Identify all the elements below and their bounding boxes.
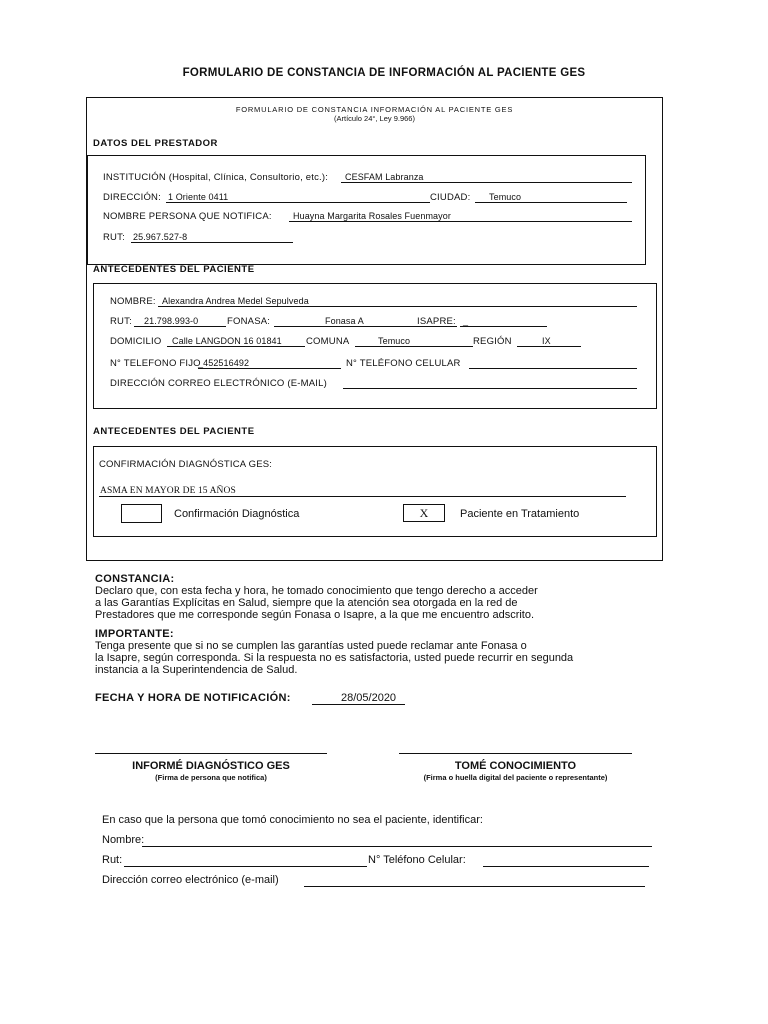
notificacion-value: 28/05/2020 — [341, 692, 397, 704]
comuna-value: Temuco — [378, 336, 411, 346]
comuna-label: COMUNA — [306, 336, 350, 347]
importante-line-3: instancia a la Superintendencia de Salud. — [95, 664, 298, 676]
tercero-rut-label: Rut: — [102, 854, 123, 866]
notifica-field[interactable] — [289, 221, 632, 222]
diagnostico-value: ASMA EN MAYOR DE 15 AÑOS — [100, 486, 236, 496]
region-field[interactable] — [517, 346, 581, 347]
tercero-nombre-field[interactable] — [142, 846, 652, 847]
direccion-label: DIRECCIÓN: — [103, 192, 161, 203]
importante-heading: IMPORTANTE: — [95, 628, 174, 640]
diagnostico-field[interactable] — [99, 496, 626, 497]
tercero-intro: En caso que la persona que tomó conocimiento no sea el paciente, identificar: — [102, 814, 483, 826]
domicilio-value: Calle LANGDON 16 01841 — [172, 336, 282, 346]
confirmacion-checkbox[interactable] — [121, 504, 162, 523]
isapre-label: ISAPRE: — [417, 316, 456, 327]
ciudad-field[interactable] — [475, 202, 627, 203]
domicilio-field[interactable] — [167, 346, 305, 347]
importante-line-2: la Isapre, según corresponda. Si la respuesta no es satisfactoria, usted puede recurrir en segunda — [95, 652, 574, 664]
ciudad-label: CIUDAD: — [430, 192, 471, 203]
institucion-label: INSTITUCIÓN (Hospital, Clínica, Consultorio, etc.): — [103, 172, 329, 183]
constancia-line-2: a las Garantías Explícitas en Salud, siempre que la atención sea otorgada en la red de — [95, 597, 518, 609]
nombre-field[interactable] — [158, 306, 637, 307]
firma-notifica-line[interactable] — [95, 753, 327, 754]
notificacion-label: FECHA Y HORA DE NOTIFICACIÓN: — [95, 692, 291, 704]
tercero-tel-field[interactable] — [483, 866, 649, 867]
firma-paciente-title: TOMÉ CONOCIMIENTO — [454, 760, 577, 772]
email-paciente-label: DIRECCIÓN CORREO ELECTRÓNICO (E-MAIL) — [110, 378, 327, 389]
firma-paciente-line[interactable] — [399, 753, 632, 754]
tratamiento-option-label: Paciente en Tratamiento — [460, 508, 580, 520]
fonasa-label: FONASA: — [227, 316, 271, 327]
confirmacion-option-label: Confirmación Diagnóstica — [174, 508, 300, 520]
notifica-value: Huayna Margarita Rosales Fuenmayor — [293, 211, 451, 221]
email-paciente-field[interactable] — [343, 388, 637, 389]
fonasa-value: Fonasa A — [325, 316, 364, 326]
direccion-field[interactable] — [166, 202, 430, 203]
tercero-rut-field[interactable] — [124, 866, 367, 867]
tel-fijo-value: _452516492 — [198, 358, 250, 368]
rut-prestador-label: RUT: — [103, 232, 125, 243]
tel-celular-label: N° TELÉFONO CELULAR — [346, 358, 461, 369]
notifica-label: NOMBRE PERSONA QUE NOTIFICA: — [103, 211, 272, 222]
tel-fijo-label: N° TELEFONO FIJO — [110, 358, 201, 369]
constancia-line-1: Declaro que, con esta fecha y hora, he tomado conocimiento que tengo derecho a acceder — [95, 585, 538, 597]
nombre-label: NOMBRE: — [110, 296, 156, 307]
rut-prestador-value: 25.967.527-8 — [133, 232, 188, 242]
ciudad-value: Temuco — [489, 192, 522, 202]
rut-prestador-field[interactable] — [131, 242, 293, 243]
nombre-value: Alexandra Andrea Medel Sepulveda — [162, 296, 309, 306]
confirmacion-label: CONFIRMACIÓN DIAGNÓSTICA GES: — [99, 459, 273, 470]
inner-subtitle: (Artículo 24°, Ley 9.966) — [334, 114, 415, 123]
diagnostico-heading: ANTECEDENTES DEL PACIENTE — [93, 426, 255, 437]
tercero-nombre-label: Nombre: — [102, 834, 145, 846]
region-label: REGIÓN — [473, 336, 512, 347]
rut-paciente-field[interactable] — [134, 326, 226, 327]
firma-notifica-sub: (Firma de persona que notifica) — [155, 773, 267, 782]
prestador-heading: DATOS DEL PRESTADOR — [93, 138, 218, 149]
firma-notifica-title: INFORMÉ DIAGNÓSTICO GES — [132, 760, 290, 772]
tel-fijo-field[interactable] — [198, 368, 341, 369]
constancia-line-3: Prestadores que me corresponde según Fonasa o Isapre, a la que me encuentro adscrito. — [95, 609, 535, 621]
rut-paciente-value: 21.798.993-0 — [144, 316, 199, 326]
isapre-field[interactable] — [460, 326, 547, 327]
inner-title: FORMULARIO DE CONSTANCIA INFORMACIÓN AL PACIENTE GES — [235, 105, 514, 114]
isapre-value: _ — [463, 316, 469, 326]
importante-line-1: Tenga presente que si no se cumplen las garantías usted puede reclamar ante Fonasa o — [95, 640, 527, 652]
tratamiento-checkbox[interactable]: X — [403, 504, 445, 522]
tercero-tel-label: N° Teléfono Celular: — [368, 854, 466, 866]
paciente-heading: ANTECEDENTES DEL PACIENTE — [93, 264, 255, 275]
comuna-field[interactable] — [355, 346, 473, 347]
direccion-value: 1 Oriente 0411 — [168, 192, 229, 202]
tercero-email-field[interactable] — [304, 886, 645, 887]
tercero-email-label: Dirección correo electrónico (e-mail) — [102, 874, 279, 886]
tel-celular-field[interactable] — [469, 368, 637, 369]
firma-paciente-sub: (Firma o huella digital del paciente o representante) — [423, 773, 608, 782]
domicilio-label: DOMICILIO — [110, 336, 162, 347]
constancia-heading: CONSTANCIA: — [95, 573, 175, 585]
page-title: FORMULARIO DE CONSTANCIA DE INFORMACIÓN AL PACIENTE GES — [182, 67, 586, 79]
institucion-field[interactable] — [341, 182, 632, 183]
notificacion-field[interactable] — [312, 704, 405, 705]
institucion-value: CESFAM Labranza — [345, 172, 424, 182]
rut-paciente-label: RUT: — [110, 316, 132, 327]
region-value: IX — [542, 336, 551, 346]
